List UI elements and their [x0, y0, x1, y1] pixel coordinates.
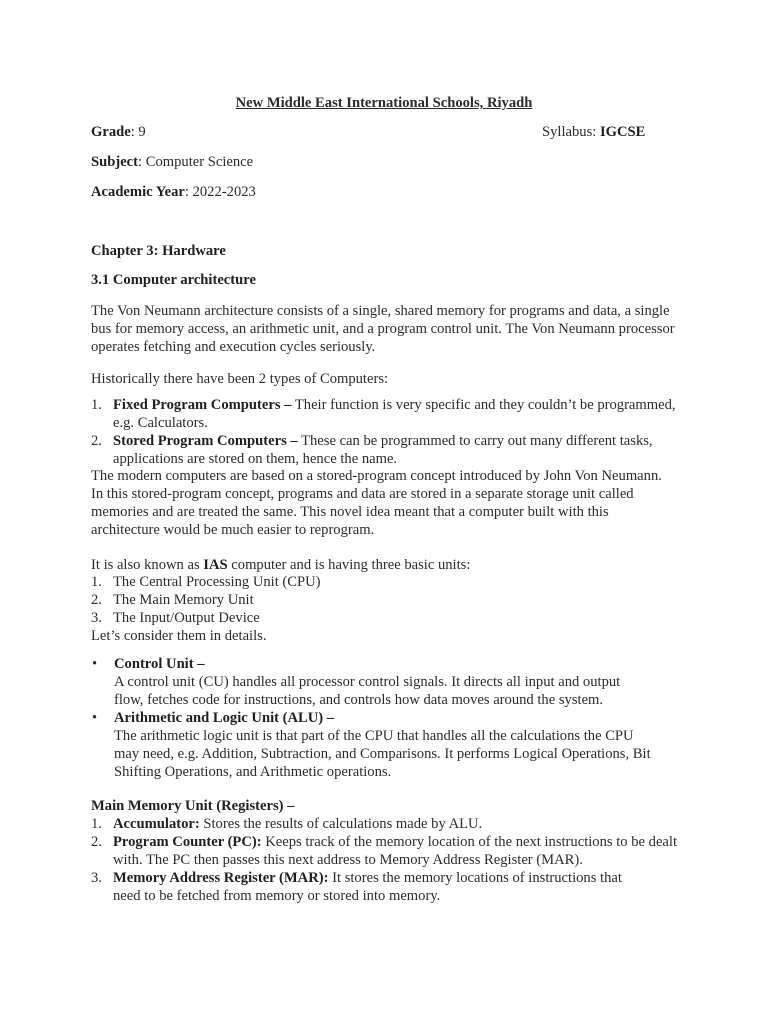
- list-text: These can be programmed to carry out many different tasks, applications are stored on them, hence the name.: [113, 433, 653, 467]
- cpu-parts-list: [91, 655, 691, 781]
- bullet-icon: •: [92, 710, 98, 726]
- list-number: 2.: [91, 433, 102, 449]
- syllabus-value: IGCSE: [599, 124, 646, 140]
- list-text: Stores the results of calculations made by ALU.: [199, 816, 483, 832]
- list-term: Program Counter (PC):: [113, 834, 262, 850]
- bullet-term: Control Unit –: [114, 656, 205, 672]
- grade-line: [91, 123, 146, 141]
- ias-pre: It is also known as: [91, 557, 204, 573]
- list-number: 1.: [91, 397, 102, 413]
- list-item: [91, 591, 691, 609]
- list-text: The Input/Output Device: [113, 610, 260, 626]
- list-item: [91, 609, 691, 627]
- grade-label: Grade: [91, 124, 131, 140]
- year-line: [91, 183, 256, 201]
- list-text: Keeps track of the memory location of the next instructions to be dealt with. The PC then passes this next address to Memory Address Register (MAR).: [113, 834, 678, 868]
- syllabus-label: Syllabus:: [542, 124, 600, 140]
- list-number: 2.: [91, 592, 102, 608]
- ias-post: computer and is having three basic units:: [227, 557, 471, 573]
- list-number: 3.: [91, 610, 102, 626]
- computer-types-list: [91, 396, 691, 468]
- list-item: [91, 432, 691, 468]
- bullet-icon: •: [92, 656, 98, 672]
- ias-term: IAS: [203, 557, 228, 573]
- list-term: Accumulator:: [113, 816, 200, 832]
- registers-list: [91, 815, 691, 905]
- grade-value: : 9: [130, 124, 146, 140]
- types-intro: Historically there have been 2 types of Computers:: [91, 371, 389, 387]
- list-item: [91, 833, 691, 869]
- syllabus-line: [542, 123, 645, 141]
- subject-label: Subject: [91, 154, 139, 170]
- chapter-title: Chapter 3: Hardware: [91, 243, 226, 259]
- list-item: [91, 573, 691, 591]
- paragraph-von-neumann: The Von Neumann architecture consists of a single, shared memory for programs and data, a single bus for memory access, an arithmetic unit, and a program control unit. The Von Neumann processor operates fetching and execution cycles seriously.: [91, 303, 675, 355]
- list-item: [91, 396, 691, 432]
- list-term: Stored Program Computers –: [113, 433, 298, 449]
- section-title: 3.1 Computer architecture: [91, 272, 256, 288]
- year-value: : 2022-2023: [184, 184, 256, 200]
- year-label: Academic Year: [91, 184, 185, 200]
- consider-line: Let’s consider them in details.: [91, 628, 267, 644]
- list-number: 3.: [91, 870, 102, 886]
- subject-line: [91, 153, 253, 171]
- list-text: The Main Memory Unit: [113, 592, 254, 608]
- bullet-text: A control unit (CU) handles all processor control signals. It directs all input and output flow, fetches code for instructions, and controls how data moves around the system.: [114, 674, 621, 708]
- bullet-text: The arithmetic logic unit is that part of the CPU that handles all the calculations the CPU may need, e.g. Addition, Subtraction, and Comparisons. It performs Logical Operations, Bit Shifting Operations, and Arithmetic operations.: [114, 728, 651, 780]
- paragraph-stored-program: The modern computers are based on a stored-program concept introduced by John Von Neumann. In this stored-program concept, programs and data are stored in a separate storage unit called memories and are treated the same. This novel idea meant that a computer built with this architecture would be much easier to reprogram.: [91, 468, 662, 538]
- list-text: It stores the memory locations of instructions that need to be fetched from memory or stored into memory.: [113, 870, 622, 904]
- ias-intro: [91, 556, 470, 574]
- list-item: [91, 869, 691, 905]
- bullet-item: [91, 655, 691, 709]
- bullet-term: Arithmetic and Logic Unit (ALU) –: [114, 710, 335, 726]
- units-list: [91, 573, 691, 627]
- list-text: Their function is very specific and they couldn’t be programmed, e.g. Calculators.: [113, 397, 676, 431]
- list-number: 1.: [91, 816, 102, 832]
- list-term: Memory Address Register (MAR):: [113, 870, 329, 886]
- bullet-item: [91, 709, 691, 781]
- list-number: 2.: [91, 834, 102, 850]
- list-term: Fixed Program Computers –: [113, 397, 292, 413]
- memory-heading: Main Memory Unit (Registers) –: [91, 798, 295, 814]
- school-title: New Middle East International Schools, Riyadh: [235, 95, 533, 111]
- list-number: 1.: [91, 574, 102, 590]
- subject-value: : Computer Science: [138, 154, 254, 170]
- list-item: [91, 815, 691, 833]
- list-text: The Central Processing Unit (CPU): [113, 574, 321, 590]
